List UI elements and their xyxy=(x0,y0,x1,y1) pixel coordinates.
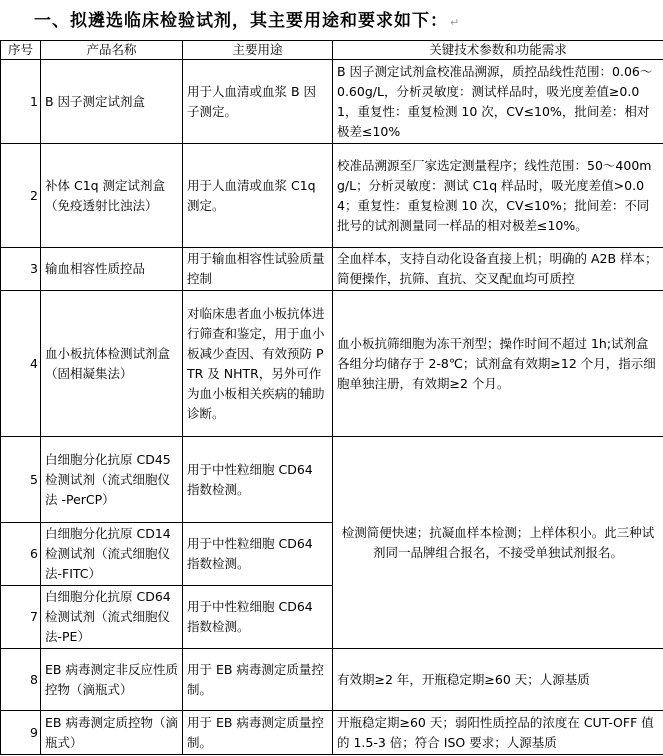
main-use: 用于中性粒细胞 CD64 指数检测。 xyxy=(183,586,333,649)
product-name: 补体 C1q 测定试剂盒（免疫透射比浊法） xyxy=(41,144,183,248)
page-heading xyxy=(34,6,460,31)
key-specs: 开瓶稳定期≥60 天；弱阳性质控品的浓度在 CUT-OFF 值的 1.5-3 倍；符合 ISO 要求；人源基质 xyxy=(333,711,663,755)
row-number: 7 xyxy=(1,586,41,649)
table-row xyxy=(1,60,663,144)
table-header-row xyxy=(1,41,663,60)
main-use: 用于输血相容性试验质量控制 xyxy=(183,248,333,291)
table-row xyxy=(1,437,663,523)
key-specs: 校准品溯源至厂家选定测量程序；线性范围：50～400mg/L；分析灵敏度：测试 C1q 样品时，吸光度差值>0.04；重复性：重复检测 10 次，CV≤10%；批间差：不同批号的试剂测量同一样品的相对极差≤10%。 xyxy=(333,144,663,248)
row-number: 4 xyxy=(1,291,41,437)
paragraph-mark: ↵ xyxy=(450,16,461,29)
row-number: 3 xyxy=(1,248,41,291)
product-name: 输血相容性质控品 xyxy=(41,248,183,291)
main-use: 对临床患者血小板抗体进行筛查和鉴定，用于血小板减少查因、有效预防 PTR 及 NHTR，另外可作为血小板相关疾病的辅助诊断。 xyxy=(183,291,333,437)
main-use: 用于 EB 病毒测定质量控制。 xyxy=(183,711,333,755)
main-use: 用于中性粒细胞 CD64 指数检测。 xyxy=(183,437,333,523)
row-number: 5 xyxy=(1,437,41,523)
product-name: 白细胞分化抗原 CD45 检测试剂（流式细胞仪法 -PerCP） xyxy=(41,437,183,523)
header-product-name: 产品名称 xyxy=(41,41,183,60)
product-name: EB 病毒测定质控物（滴瓶式） xyxy=(41,711,183,755)
table-row xyxy=(1,291,663,437)
key-specs-merged: 检测简便快速；抗凝血样本检测；上样体积小。此三种试剂同一品牌组合报名，不接受单独试剂报名。 xyxy=(333,437,663,649)
header-key-specs: 关键技术参数和功能需求 xyxy=(333,41,663,60)
key-specs: B 因子测定试剂盒校准品溯源，质控品线性范围：0.06～0.60g/L，分析灵敏度：测试样品时，吸光度差值≥0.01，重复性：重复检测 10 次，CV≤10%，批间差：相对极差≤10% xyxy=(333,60,663,144)
table-row xyxy=(1,144,663,248)
row-number: 2 xyxy=(1,144,41,248)
table-row xyxy=(1,248,663,291)
main-use: 用于人血清或血浆 C1q 测定。 xyxy=(183,144,333,248)
product-name: EB 病毒测定非反应性质控物（滴瓶式） xyxy=(41,649,183,711)
table-row xyxy=(1,649,663,711)
product-name: 血小板抗体检测试剂盒（固相凝集法） xyxy=(41,291,183,437)
row-number: 8 xyxy=(1,649,41,711)
table-row xyxy=(1,711,663,755)
key-specs: 全血样本，支持自动化设备直接上机；明确的 A2B 样本；简便操作，抗筛、直抗、交叉配血均可质控 xyxy=(333,248,663,291)
reagent-requirements-table xyxy=(0,40,663,755)
key-specs: 有效期≥2 年，开瓶稳定期≥60 天；人源基质 xyxy=(333,649,663,711)
product-name: B 因子测定试剂盒 xyxy=(41,60,183,144)
product-name: 白细胞分化抗原 CD64 检测试剂（流式细胞仪法-PE） xyxy=(41,586,183,649)
main-use: 用于中性粒细胞 CD64 指数检测。 xyxy=(183,523,333,586)
row-number: 6 xyxy=(1,523,41,586)
header-number: 序号 xyxy=(1,41,41,60)
heading-text: 一、拟遴选临床检验试剂，其主要用途和要求如下： xyxy=(34,11,448,31)
key-specs: 血小板抗筛细胞为冻干剂型；操作时间不超过 1h;试剂盒各组分均储存于 2-8℃；试剂盒有效期≥12 个月，指示细胞单独注册，有效期≥2 个月。 xyxy=(333,291,663,437)
header-main-use: 主要用途 xyxy=(183,41,333,60)
product-name: 白细胞分化抗原 CD14 检测试剂（流式细胞仪法-FITC） xyxy=(41,523,183,586)
row-number: 9 xyxy=(1,711,41,755)
main-use: 用于 EB 病毒测定质量控制。 xyxy=(183,649,333,711)
row-number: 1 xyxy=(1,60,41,144)
main-use: 用于人血清或血浆 B 因子测定。 xyxy=(183,60,333,144)
